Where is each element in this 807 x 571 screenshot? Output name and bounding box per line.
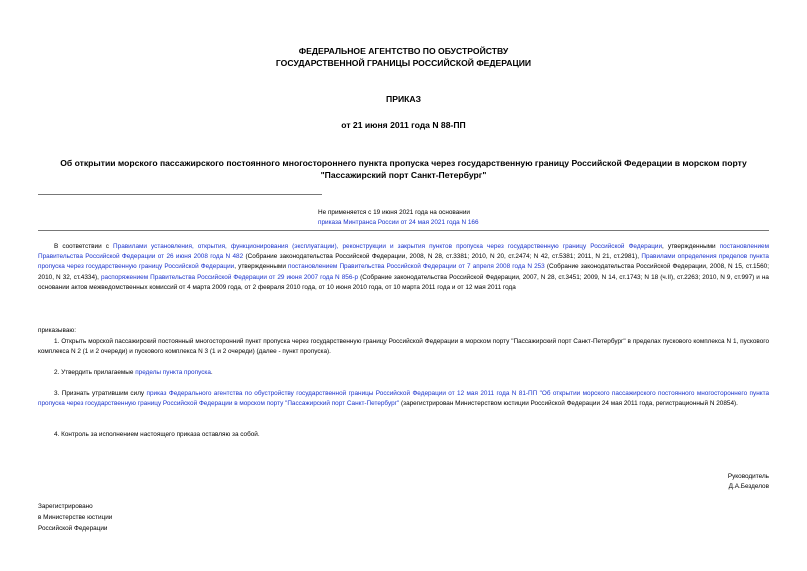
item-text: (зарегистрирован Министерством юстиции Российской Федерации 24 мая 2011 года, регистрационный N 20854). (399, 400, 738, 408)
order-81-link[interactable]: приказ Федерального агентства по обустройству государственной границы Российской Федерации от 12 мая 2011 года N 81-ПП "Об открытии морского пассажирского постоянного многостороннего пункта пропуска через государственную границу Российской Федерации в морском порту "Пассажирский порт Санкт-Петербург" (38, 390, 769, 408)
resolution-253-link[interactable]: постановлением Правительства Российской Федерации от 7 апреля 2008 года N 253 (288, 263, 545, 271)
registration-block (38, 502, 112, 534)
preamble-text: , утвержденными (234, 263, 289, 271)
order-item-3 (38, 389, 769, 409)
preamble-text: (Собрание законодательства Российской Федерации, 2008, N 28, ст.3381; 2010, N 20, ст.2474; N 42, ст.5381; 2011, N 21, ст.2981), (243, 253, 642, 261)
document-type: ПРИКАЗ (386, 94, 421, 104)
divider-short (38, 194, 322, 195)
status-note-link[interactable]: приказа Минтранса России от 24 мая 2021 года N 166 (318, 219, 479, 226)
registration-line-3: Российской Федерации (38, 524, 108, 532)
document-date: от 21 июня 2011 года N 88-ПП (341, 120, 466, 130)
order-item-2 (38, 368, 769, 378)
order-item-1: 1. Открыть морской пассажирский постоянный многосторонний пункт пропуска через государственную границу Российской Федерации в морском порту "Пассажирский порт Санкт-Петербург" в пределах пускового комплекса N 1, пускового комплекса N 2 (1 и 2 очереди) и пускового комплекса N 3 (1 и 2 очереди) (далее - пункт пропуска). (38, 338, 769, 356)
limits-rules-link[interactable]: Правилами определения пределов пункта пропуска через государственную границу Российской Федерации (38, 253, 769, 271)
status-note (318, 208, 479, 228)
orders-label: приказываю: (38, 327, 76, 334)
agency-line-2: ГОСУДАРСТВЕННОЙ ГРАНИЦЫ РОССИЙСКОЙ ФЕДЕРАЦИИ (275, 58, 532, 68)
agency-name (38, 45, 769, 69)
item-text: 2. Утвердить прилагаемые (54, 369, 136, 376)
preamble-text: В соответствии с (54, 243, 114, 250)
rules-link[interactable]: Правилами установления, открытия, функционирования (эксплуатации), реконструкции и закрытия пунктов пропуска через государственную границу Российской Федерации (113, 243, 663, 250)
signer-name: Д.А.Безделов (728, 483, 769, 490)
status-note-text: Не применяется с 19 июня 2021 года на основании (318, 209, 470, 216)
registration-line-1: Зарегистрировано (38, 503, 93, 510)
signature-block (728, 472, 769, 492)
checkpoint-limits-link[interactable]: пределы пункта пропуска (135, 369, 211, 376)
preamble-text: (Собрание законодательства Российской Федерации, 2007, N 28, ст.3451; 2009, N 14, ст.1743; N 18 (ч.II), ст.2263; 2010, N 9, ст.997) и на основании актов межведомственных комиссий от 4 марта 2009 года, от 2 февраля 2010 года, от 10 июня 2010 года, от 10 марта 2011 года и от 12 мая 2011 года (38, 273, 769, 291)
registration-line-2: в Министерстве юстиции (38, 513, 113, 521)
order-item-4: 4. Контроль за исполнением настоящего приказа оставляю за собой. (54, 431, 260, 438)
agency-line-1: ФЕДЕРАЛЬНОЕ АГЕНТСТВО ПО ОБУСТРОЙСТВУ (298, 46, 509, 56)
resolution-482-link[interactable]: постановлением Правительства Российской Федерации от 26 июня 2008 года N 482 (38, 243, 769, 261)
preamble-text: , утвержденными (662, 243, 720, 250)
preamble-paragraph (38, 242, 769, 293)
document-title: Об открытии морского пассажирского постоянного многостороннего пункта пропуска через государственную границу Российской Федерации в морском порту "Пассажирский порт Санкт-Петербург" (60, 158, 747, 180)
order-856-link[interactable]: распоряжением Правительства Российской Федерации от 29 июня 2007 года N 856-р (100, 273, 359, 281)
preamble-text: (Собрание законодательства Российской Федерации, 2008, N 15, ст.1560; 2010, N 32, ст.4334), (38, 263, 769, 281)
divider-long (38, 230, 769, 231)
item-text: . (210, 369, 213, 376)
signer-position: Руководитель (727, 473, 769, 480)
item-text: 3. Признать утратившим силу (54, 390, 147, 397)
